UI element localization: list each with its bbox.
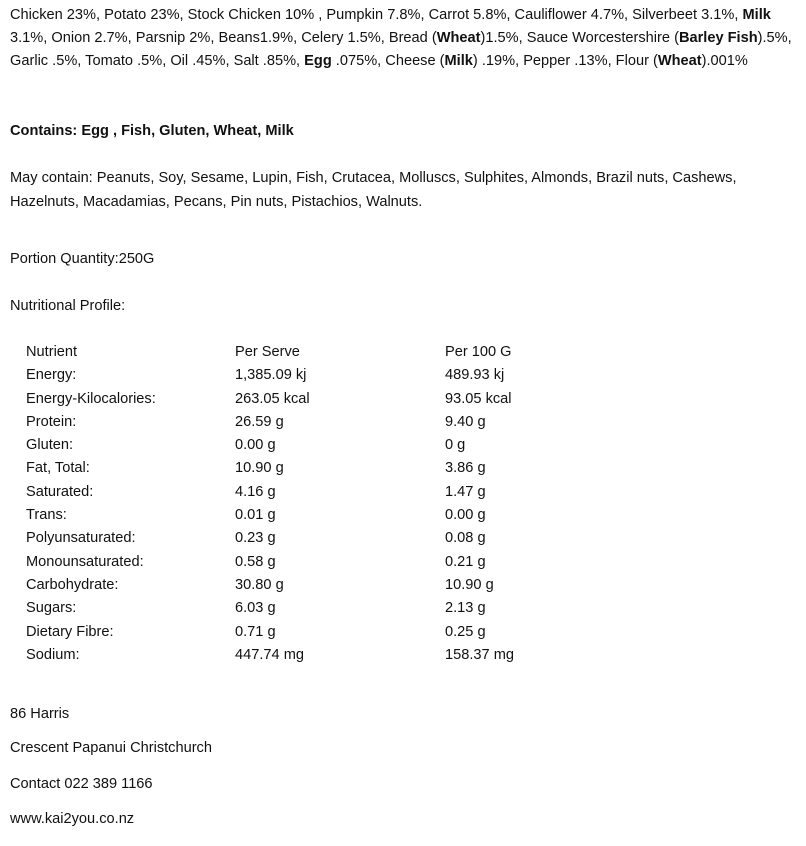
nutritional-profile-title: Nutritional Profile: bbox=[10, 298, 126, 314]
per-serve-value: 4.16 g bbox=[235, 483, 276, 500]
contact-phone: Contact 022 389 1166 bbox=[10, 776, 153, 792]
nutrient-name: Carbohydrate: bbox=[26, 576, 119, 593]
website-link[interactable]: www.kai2you.co.nz bbox=[10, 811, 135, 827]
per-serve-value: 26.59 g bbox=[235, 413, 284, 430]
header-nutrient: Nutrient bbox=[26, 344, 78, 360]
per-100g-value: 158.37 mg bbox=[445, 646, 514, 663]
per-serve-value: 6.03 g bbox=[235, 600, 276, 617]
address-line-1: 86 Harris bbox=[10, 706, 70, 722]
header-per-100g: Per 100 G bbox=[445, 344, 512, 360]
allergen-highlight: Egg bbox=[304, 53, 332, 70]
address-line-2: Crescent Papanui Christchurch bbox=[10, 740, 212, 756]
header-per-serve: Per Serve bbox=[235, 344, 300, 360]
may-contain-allergens: May contain: Peanuts, Soy, Sesame, Lupin, Fish, Crutacea, Molluscs, Sulphites, Almonds, Brazil nuts, Cashews, Hazelnuts, Macadamias, Pecans, Pin nuts, Pistachios, Walnuts. bbox=[10, 170, 737, 210]
allergen-highlight: Milk bbox=[444, 53, 473, 70]
nutrient-name: Sugars: bbox=[26, 600, 77, 617]
per-100g-value: 9.40 g bbox=[445, 413, 486, 430]
nutrient-name: Polyunsaturated: bbox=[26, 530, 136, 547]
ingredient-text: )1.5%, Sauce Worcestershire ( bbox=[480, 30, 679, 47]
per-serve-value: 30.80 g bbox=[235, 576, 284, 593]
allergen-highlight: Wheat bbox=[657, 53, 702, 70]
per-100g-value: 0.08 g bbox=[445, 530, 486, 547]
nutrient-name: Energy: bbox=[26, 367, 77, 384]
per-serve-value: 447.74 mg bbox=[235, 646, 304, 663]
ingredient-text: ) .19%, Pepper .13%, Flour ( bbox=[472, 53, 658, 70]
per-100g-value: 0.00 g bbox=[445, 507, 486, 524]
ingredient-text: ).001% bbox=[701, 53, 748, 70]
contains-allergens: Contains: Egg , Fish, Gluten, Wheat, Milk bbox=[10, 123, 294, 139]
per-100g-value: 2.13 g bbox=[445, 600, 486, 617]
per-100g-value: 0.21 g bbox=[445, 553, 486, 570]
per-serve-value: 0.01 g bbox=[235, 507, 276, 524]
per-serve-value: 1,385.09 kj bbox=[235, 367, 307, 384]
per-serve-value: 0.71 g bbox=[235, 623, 276, 640]
nutrient-name: Energy-Kilocalories: bbox=[26, 390, 156, 407]
nutrient-name: Gluten: bbox=[26, 437, 74, 454]
allergen-highlight: Wheat bbox=[436, 30, 481, 47]
per-100g-value: 1.47 g bbox=[445, 483, 486, 500]
portion-quantity: Portion Quantity:250G bbox=[10, 251, 155, 267]
per-100g-value: 489.93 kj bbox=[445, 367, 505, 384]
nutrient-name: Monounsaturated: bbox=[26, 553, 144, 570]
ingredient-text: Chicken 23%, Potato 23%, Stock Chicken 10% , Pumpkin 7.8%, Carrot 5.8%, Cauliflower 4.7%, Silverbeet 3.1%, bbox=[10, 7, 743, 23]
per-100g-value: 0.25 g bbox=[445, 623, 486, 640]
per-100g-value: 10.90 g bbox=[445, 576, 494, 593]
per-serve-value: 263.05 kcal bbox=[235, 390, 310, 407]
nutrient-name: Protein: bbox=[26, 413, 77, 430]
ingredient-text: 3.1%, Onion 2.7%, Parsnip 2%, Beans1.9%, Celery 1.5%, Bread ( bbox=[10, 30, 437, 47]
per-serve-value: 0.00 g bbox=[235, 437, 276, 454]
nutrient-name: Dietary Fibre: bbox=[26, 623, 114, 640]
per-100g-value: 0 g bbox=[445, 437, 466, 454]
per-serve-value: 10.90 g bbox=[235, 460, 284, 477]
per-100g-value: 3.86 g bbox=[445, 460, 486, 477]
ingredient-text: .075%, Cheese ( bbox=[331, 53, 445, 70]
per-serve-value: 0.58 g bbox=[235, 553, 276, 570]
ingredient-text: ).5%, Garlic .5%, Tomato .5%, Oil .45%, Salt .85%, bbox=[10, 30, 792, 70]
nutrient-name: Saturated: bbox=[26, 483, 94, 500]
nutrient-name: Fat, Total: bbox=[26, 460, 90, 477]
nutrient-name: Sodium: bbox=[26, 646, 80, 663]
nutrient-name: Trans: bbox=[26, 507, 67, 524]
per-serve-value: 0.23 g bbox=[235, 530, 276, 547]
allergen-highlight: Barley Fish bbox=[678, 30, 758, 47]
product-info-page bbox=[10, 4, 800, 827]
allergen-highlight: Milk bbox=[742, 7, 771, 23]
per-100g-value: 93.05 kcal bbox=[445, 390, 512, 407]
ingredients-list bbox=[10, 4, 800, 74]
